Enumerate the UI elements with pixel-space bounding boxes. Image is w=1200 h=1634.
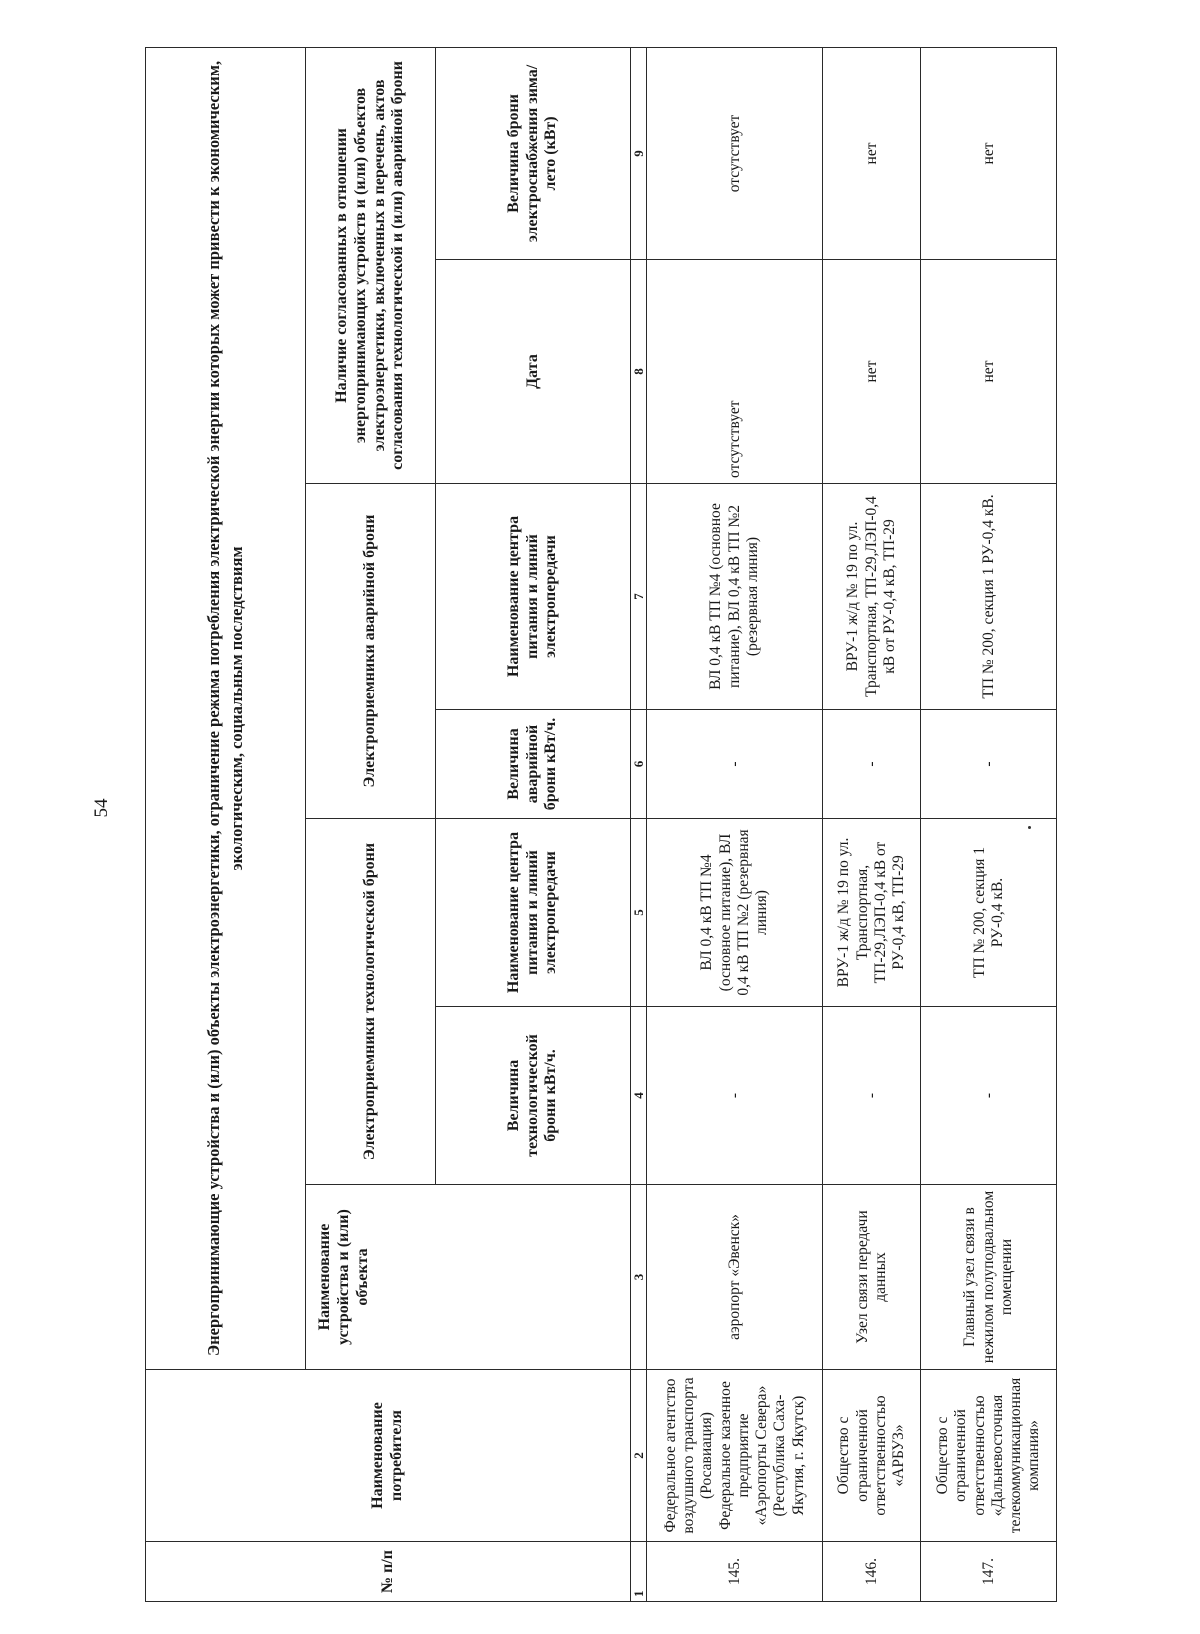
row-tech-line: ВЛ 0,4 кВ ТП №4 (основное питание), ВЛ 0,4 кВ ТП №2 (резервная линия)	[647, 819, 823, 1007]
row-consumer: Общество с ограниченной ответственностью «Дальневосточная телекоммуникационная компания»	[921, 1370, 1057, 1542]
row-tech-line: ТП № 200, секция 1 РУ-0,4 кВ.	[921, 819, 1057, 1007]
column-number: 6	[631, 710, 647, 819]
row-emerg-value: -	[921, 710, 1057, 819]
rotated-table-container	[145, 48, 1043, 1602]
header-number: № п/п	[146, 1542, 631, 1602]
row-emerg-value: -	[647, 710, 823, 819]
header-device: Наименование устройства и (или) объекта	[306, 1185, 631, 1370]
row-emerg-line: ТП № 200, секция 1 РУ-0,4 кВ.	[921, 484, 1057, 710]
table-row	[647, 47, 823, 1601]
row-number: 147.	[921, 1542, 1057, 1602]
row-tech-value: -	[823, 1007, 921, 1185]
header-acts-group: Наличие согласованных в отношении энергопринимающих устройств и (или) объектов электроэнергетики, включенных в перечень, актов согласования технологической и (или) аварийной брони	[306, 47, 436, 483]
header-acts-date: Дата	[436, 260, 631, 484]
column-number: 4	[631, 1007, 647, 1185]
header-tech-value: Величина технологической брони кВт/ч.	[436, 1007, 631, 1185]
row-device: Узел связи передачи данных	[823, 1185, 921, 1370]
row-date: отсутствует	[647, 260, 823, 484]
row-consumer: Федеральное агентство воздушного транспорта (Росавиация) Федеральное казенное предприятие «Аэропорты Севера» (Республика Саха-Якутия, г. Якутск)	[647, 1370, 823, 1542]
header-emerg-line: Наименование центра питания и линий электропередачи	[436, 484, 631, 710]
row-number: 146.	[823, 1542, 921, 1602]
table-row	[823, 47, 921, 1601]
column-number-row	[631, 47, 647, 1601]
row-emerg-value: -	[823, 710, 921, 819]
row-date: нет	[921, 260, 1057, 484]
column-number: 2	[631, 1370, 647, 1542]
column-number: 9	[631, 47, 647, 259]
row-number: 145.	[647, 1542, 823, 1602]
column-number: 5	[631, 819, 647, 1007]
row-tech-line: ВРУ-1 ж/д № 19 по ул. Транспортная, ТП-29,ЛЭП-0,4 кВ от РУ-0,4 кВ, ТП-29	[823, 819, 921, 1007]
header-tech-line: Наименование центра питания и линий электропередачи	[436, 819, 631, 1007]
header-emerg-value: Величина аварийной брони кВт/ч.	[436, 710, 631, 819]
consumer-table	[145, 47, 1057, 1602]
column-number: 3	[631, 1185, 647, 1370]
row-value: отсутствует	[647, 47, 823, 259]
row-tech-value: -	[921, 1007, 1057, 1185]
column-number: 7	[631, 484, 647, 710]
row-tech-value: -	[647, 1007, 823, 1185]
header-acts-value: Величина брони электроснабжения зима/лето (кВт)	[436, 47, 631, 259]
row-device: Главный узел связи в нежилом полуподвальном помещении	[921, 1185, 1057, 1370]
page-number: 54	[91, 798, 112, 818]
header-consumer: Наименование потребителя	[146, 1370, 631, 1542]
row-emerg-line: ВЛ 0,4 кВ ТП №4 (основное питание), ВЛ 0,4 кВ ТП №2 (резервная линия)	[647, 484, 823, 710]
row-emerg-line: ВРУ-1 ж/д № 19 по ул. Транспортная, ТП-29,ЛЭП-0,4 кВ от РУ-0,4 кВ, ТП-29	[823, 484, 921, 710]
row-device: аэропорт «Эвенск»	[647, 1185, 823, 1370]
table-row	[921, 47, 1057, 1601]
row-date: нет	[823, 260, 921, 484]
column-number: 1	[631, 1542, 647, 1602]
header-emerg-group: Электроприемники аварийной брони	[306, 484, 436, 819]
row-value: нет	[921, 47, 1057, 259]
row-value: нет	[823, 47, 921, 259]
row-consumer: Общество с ограниченной ответственностью «АРБУЗ»	[823, 1370, 921, 1542]
header-group-title: Энергопринимающие устройства и (или) объекты электроэнергетики, ограничение режима потребления электрической энергии которых может привести к экономическим, экологическим, социальным последствиям	[146, 47, 306, 1369]
column-number: 8	[631, 260, 647, 484]
header-tech-group: Электроприемники технологической брони	[306, 819, 436, 1185]
